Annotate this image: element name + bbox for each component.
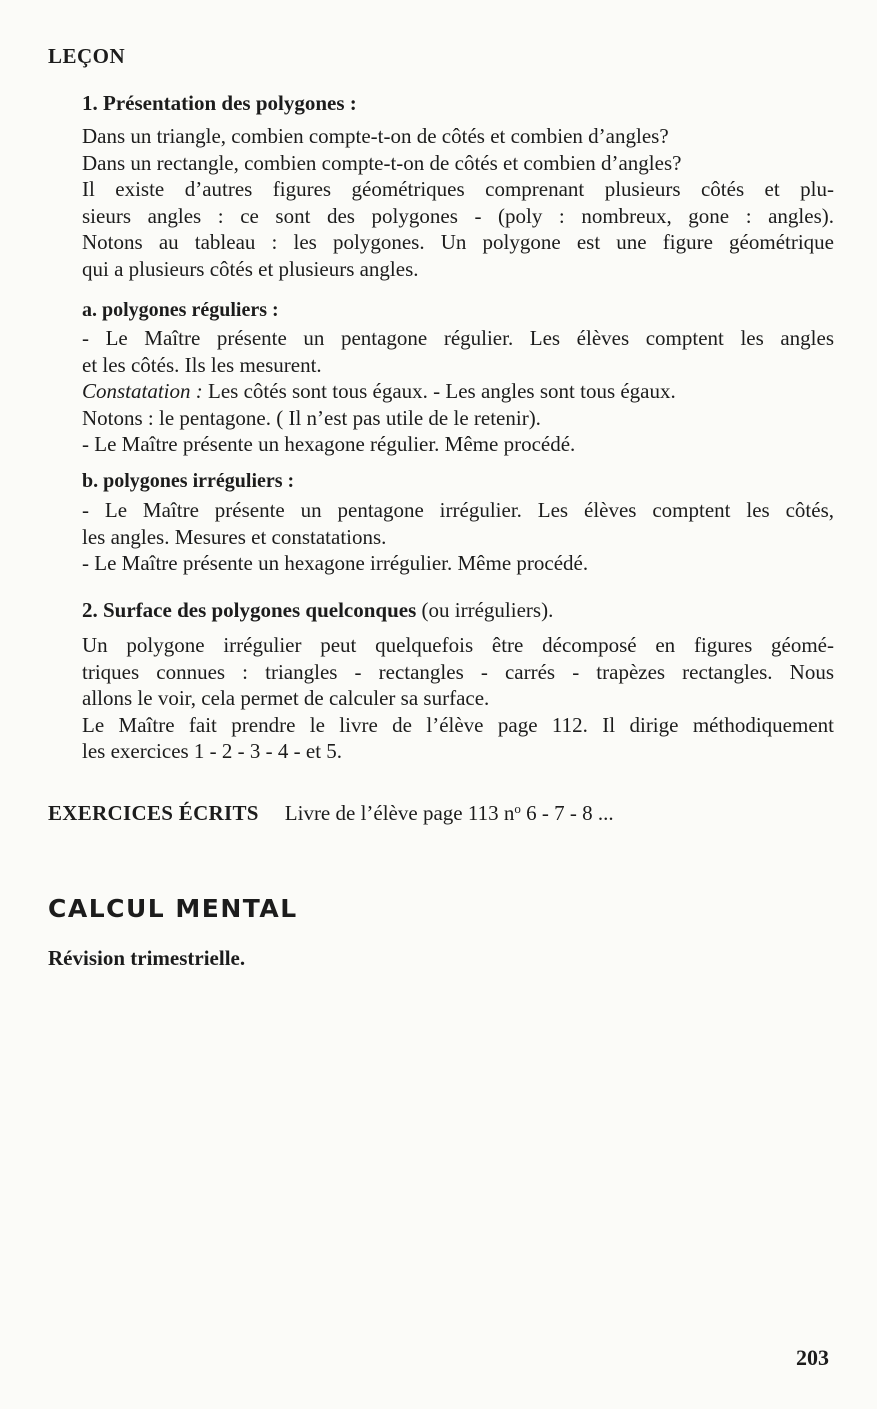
text-line: - Le Maître présente un pentagone irrégulier. Les élèves comptent les côtés, <box>82 498 834 522</box>
text-line: Notons : le pentagone. ( Il n’est pas utile de le retenir). <box>82 405 541 430</box>
text-line: les exercices 1 - 2 - 3 - 4 - et 5. <box>82 739 343 763</box>
section1-title: 1. Présentation des polygones : <box>82 91 357 115</box>
constatation-line <box>82 378 834 405</box>
subsection-a-title: a. polygones réguliers : <box>82 299 279 321</box>
exercices-text-after: 6 - 7 - 8 ... <box>520 801 614 825</box>
text-line: et les côtés. Ils les mesurent. <box>82 352 322 377</box>
section2-paragraph <box>82 632 834 765</box>
text-line: Notons au tableau : les polygones. Un polygone est une figure géométrique <box>82 230 834 254</box>
text-line: - Le Maître présente un hexagone irrégulier. Même procédé. <box>82 551 589 575</box>
section2-title-rest: (ou irréguliers). <box>416 598 554 622</box>
subsection-b-title: b. polygones irréguliers : <box>82 470 295 492</box>
calcul-mental-heading: CALCUL MENTAL <box>48 894 298 923</box>
exercices-label: EXERCICES ÉCRITS <box>48 801 259 825</box>
exercices-sup: o <box>514 801 521 816</box>
text-line: Dans un rectangle, combien compte-t-on de côtés et combien d’angles? <box>82 150 682 175</box>
text-line: - Le Maître présente un hexagone régulier. Même procédé. <box>82 432 576 456</box>
exercices-text-before: Livre de l’élève page 113 n <box>284 801 515 825</box>
text-line: les angles. Mesures et constatations. <box>82 524 387 549</box>
text-line: qui a plusieurs côtés et plusieurs angles. <box>82 256 419 281</box>
text-line: - Le Maître présente un pentagone régulier. Les élèves comptent les angles <box>82 326 834 350</box>
text-line: Il existe d’autres figures géométriques comprenant plusieurs côtés et plu- <box>82 177 834 201</box>
section1-paragraph <box>82 123 834 282</box>
subsection-a-paragraph <box>82 325 834 458</box>
section2-title <box>82 597 834 624</box>
lecon-heading: LEÇON <box>48 44 126 68</box>
text-line: triques connues : triangles - rectangles - carrés - trapèzes rectangles. Nous <box>82 659 834 684</box>
subsection-b-paragraph <box>82 497 834 577</box>
text-line: Le Maître fait prendre le livre de l’élève page 112. Il dirige méthodiquement <box>82 712 834 737</box>
exercices-line <box>48 801 614 826</box>
calcul-mental-subtitle: Révision trimestrielle. <box>48 946 246 970</box>
constatation-label: Constatation : <box>82 379 203 403</box>
text-line: Dans un triangle, combien compte-t-on de côtés et combien d’angles? <box>82 124 669 148</box>
page-number: 203 <box>796 1345 829 1370</box>
constatation-text: Les côtés sont tous égaux. - Les angles sont tous égaux. <box>202 379 676 403</box>
text-line: Un polygone irrégulier peut quelquefois être décomposé en figures géomé- <box>82 633 834 657</box>
text-line: allons le voir, cela permet de calculer sa surface. <box>82 686 490 710</box>
section2-title-bold: 2. Surface des polygones quelconques <box>82 598 417 622</box>
text-line: sieurs angles : ce sont des polygones - (poly : nombreux, gone : angles). <box>82 203 834 228</box>
